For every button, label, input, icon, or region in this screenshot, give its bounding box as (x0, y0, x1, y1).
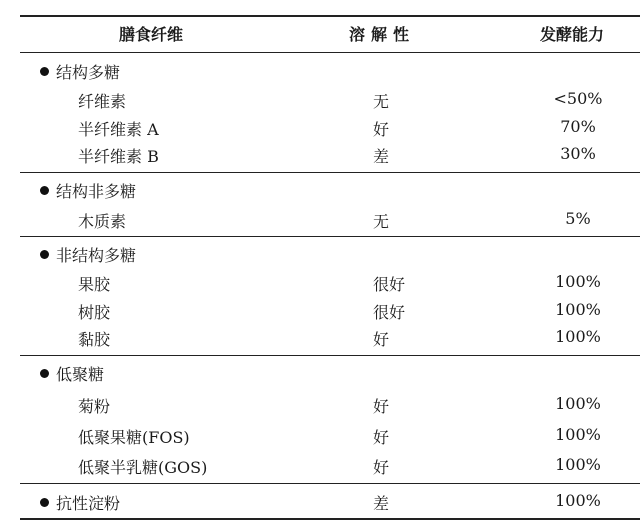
fiber-name: 木质素 (78, 212, 127, 231)
fermentability-value: 100% (555, 455, 601, 474)
solubility-value: 好 (373, 120, 390, 139)
category-label: 低聚糖 (56, 365, 105, 384)
solubility-value: 好 (373, 397, 390, 416)
fermentability-value: 100% (555, 300, 601, 319)
category-row (40, 60, 120, 83)
fermentability-value: 100% (555, 327, 601, 346)
fermentability-value: 100% (555, 491, 601, 510)
fiber-name: 半纤维素 A (78, 120, 159, 139)
category-row (40, 243, 136, 266)
fermentability-value: 70% (560, 117, 596, 136)
group-divider (20, 355, 640, 356)
solubility-value: 很好 (373, 275, 406, 294)
bullet-icon (40, 369, 49, 378)
table-header (0, 20, 640, 46)
bullet-icon (40, 250, 49, 259)
solubility-value: 差 (373, 147, 390, 166)
solubility-value: 差 (373, 494, 390, 513)
fermentability-value: <50% (553, 89, 603, 108)
group-divider (20, 483, 640, 484)
category-row (40, 362, 104, 385)
fermentability-value: 5% (565, 209, 591, 228)
header-fiber: 膳食纤维 (119, 25, 184, 44)
solubility-value: 好 (373, 330, 390, 349)
group-divider (20, 172, 640, 173)
solubility-value: 无 (373, 212, 390, 231)
fiber-name: 树胶 (78, 303, 111, 322)
fiber-name: 低聚果糖(FOS) (78, 428, 190, 447)
solubility-value: 很好 (373, 303, 406, 322)
category-label: 抗性淀粉 (56, 494, 121, 513)
header-solubility: 溶解性 (349, 25, 416, 44)
table-bottom-rule (20, 518, 640, 520)
fermentability-value: 30% (560, 144, 596, 163)
header-fermentability: 发酵能力 (540, 25, 605, 44)
bullet-icon (40, 498, 49, 507)
fermentability-value: 100% (555, 425, 601, 444)
solubility-value: 无 (373, 92, 390, 111)
fiber-name: 纤维素 (78, 92, 127, 111)
category-row (40, 179, 136, 202)
solubility-value: 好 (373, 428, 390, 447)
fiber-name: 果胶 (78, 275, 111, 294)
fiber-name: 低聚半乳糖(GOS) (78, 458, 208, 477)
group-divider (20, 236, 640, 237)
category-row (40, 491, 120, 514)
category-label: 结构非多糖 (56, 182, 137, 201)
fiber-name: 半纤维素 B (78, 147, 159, 166)
category-label: 结构多糖 (56, 63, 121, 82)
bullet-icon (40, 67, 49, 76)
fiber-name: 菊粉 (78, 397, 111, 416)
solubility-value: 好 (373, 458, 390, 477)
fiber-name: 黏胶 (78, 330, 111, 349)
category-label: 非结构多糖 (56, 246, 137, 265)
bullet-icon (40, 186, 49, 195)
fermentability-value: 100% (555, 272, 601, 291)
fermentability-value: 100% (555, 394, 601, 413)
header-rule (20, 52, 640, 53)
table-top-rule (20, 15, 640, 17)
